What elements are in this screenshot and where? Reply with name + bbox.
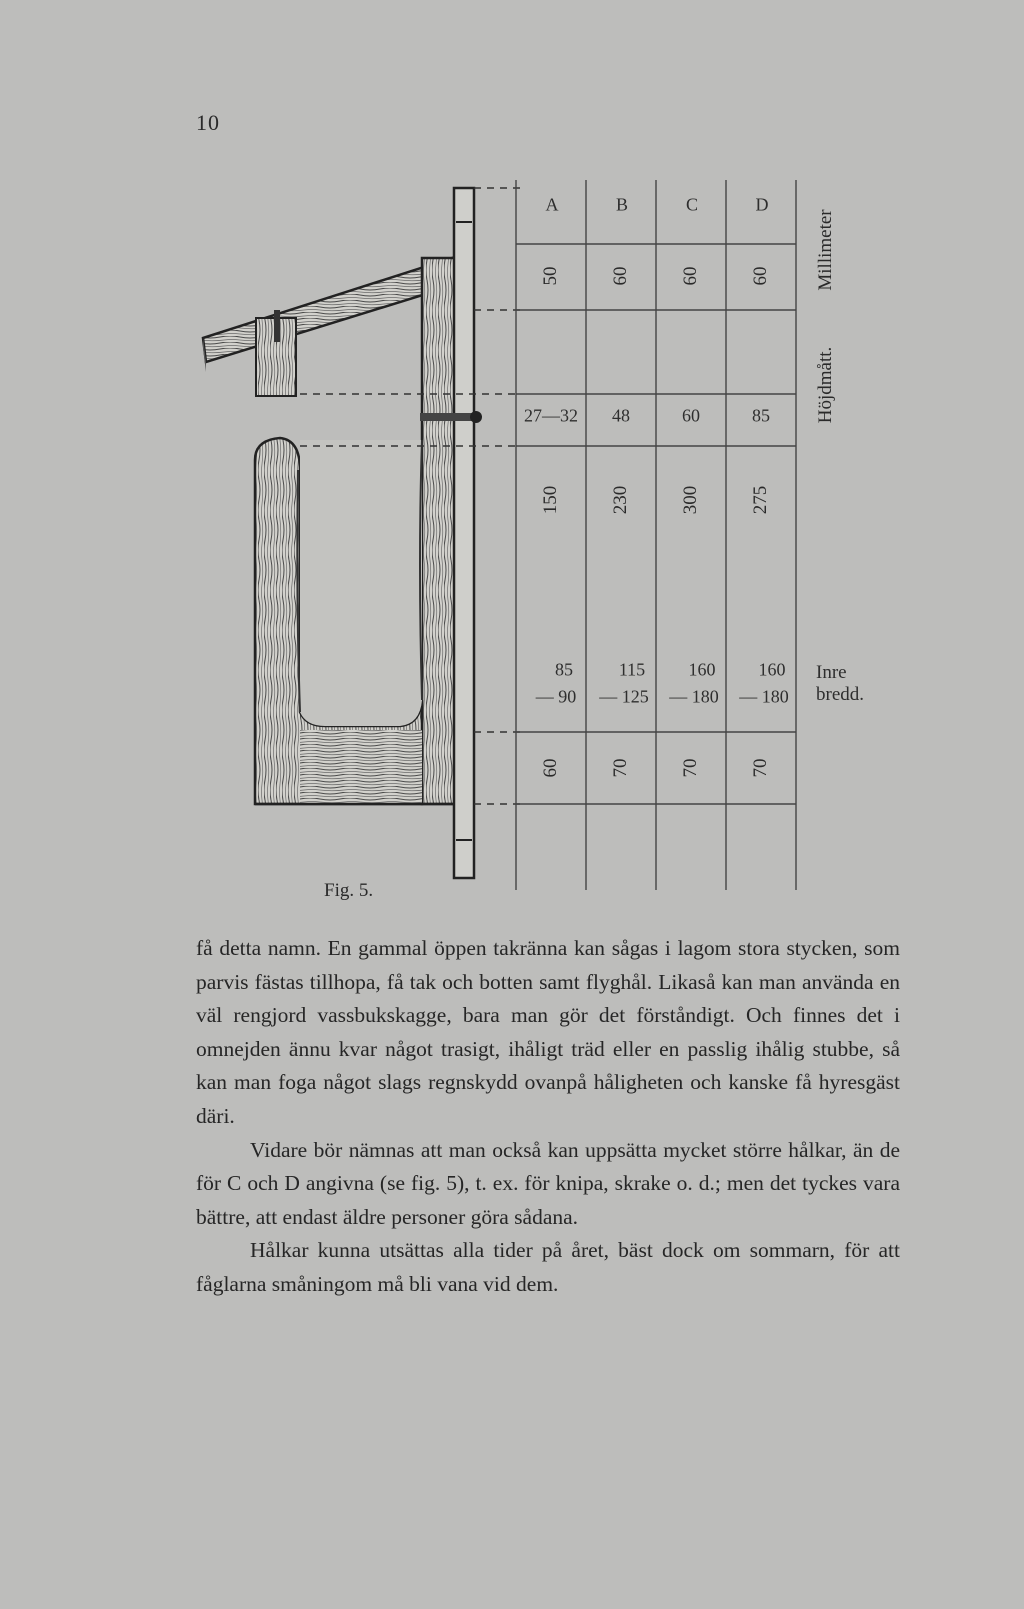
label-hojdmatt: Höjdmått. — [815, 346, 836, 424]
cell-row4-a-bottom: — 90 — [535, 686, 577, 707]
column-header-c: C — [685, 194, 699, 215]
cell-row3-a: 150 — [540, 485, 561, 515]
label-inre-bredd: Inre bredd. — [816, 662, 865, 705]
paragraph-1: få detta namn. En gammal öppen takränna kan sågas i lagom stora stycken, som parvis fästas tillhopa, få tak och botten samt flyghål. Likaså kan man använda en väl rengjord vassbukskagge, bara man gör det förståndigt. Och finnes det i omnejden ännu kvar något trasigt, ihåligt träd eller en passlig ihålig stubbe, så kan man foga något slags regnskydd ovanpå håligheten och kanske få hyresgäst däri. — [196, 936, 900, 1128]
back-wall — [422, 258, 456, 804]
cell-row2-d: 85 — [752, 405, 770, 426]
roof-board — [203, 258, 455, 372]
cell-row4-d-bottom: — 180 — [739, 686, 789, 707]
cell-row5-b: 70 — [610, 758, 631, 778]
cell-row5-c: 70 — [680, 758, 701, 778]
paragraph-3: Hålkar kunna utsättas alla tider på året, bäst dock om sommarn, för att fåglarna småningom må bli vana vid dem. — [196, 1238, 900, 1296]
cell-row2-a: 27—32 — [524, 405, 578, 426]
cell-row3-c: 300 — [680, 485, 701, 515]
cell-row1-c: 60 — [680, 266, 701, 286]
cell-row4-c-bottom: — 180 — [669, 686, 719, 707]
cell-row2-b: 48 — [612, 405, 630, 426]
cell-row4-b-bottom: — 125 — [599, 686, 649, 707]
cell-row3-b: 230 — [610, 485, 631, 515]
label-millimeter: Millimeter — [815, 209, 836, 291]
column-header-a: A — [545, 194, 559, 215]
cell-row5-a: 60 — [540, 758, 561, 778]
dimension-table-grid — [516, 180, 796, 890]
figure-caption: Fig. 5. — [324, 880, 374, 901]
cell-row1-d: 60 — [750, 266, 771, 286]
column-header-b: B — [615, 194, 629, 215]
cell-row4-a-top: 85 — [555, 659, 573, 680]
cell-row1-b: 60 — [610, 266, 631, 286]
body-text — [196, 932, 900, 1302]
cell-row3-d: 275 — [750, 485, 771, 515]
cell-row4-d-top: 160 — [758, 659, 786, 680]
column-header-d: D — [755, 194, 769, 215]
cell-row4-b-top: 115 — [618, 659, 646, 680]
paragraph-2: Vidare bör nämnas att man också kan uppsätta mycket större hålkar, än de för C och D angivna (se fig. 5), t. ex. för knipa, skrake o. d.; men det tyckes vara bättre, att endast äldre personer göra sådana. — [196, 1137, 900, 1229]
page-number: 10 — [196, 110, 220, 135]
cell-row2-c: 60 — [682, 405, 700, 426]
cell-row4-c-top: 160 — [688, 659, 716, 680]
cell-row5-d: 70 — [750, 758, 771, 778]
cell-row1-a: 50 — [540, 266, 561, 286]
